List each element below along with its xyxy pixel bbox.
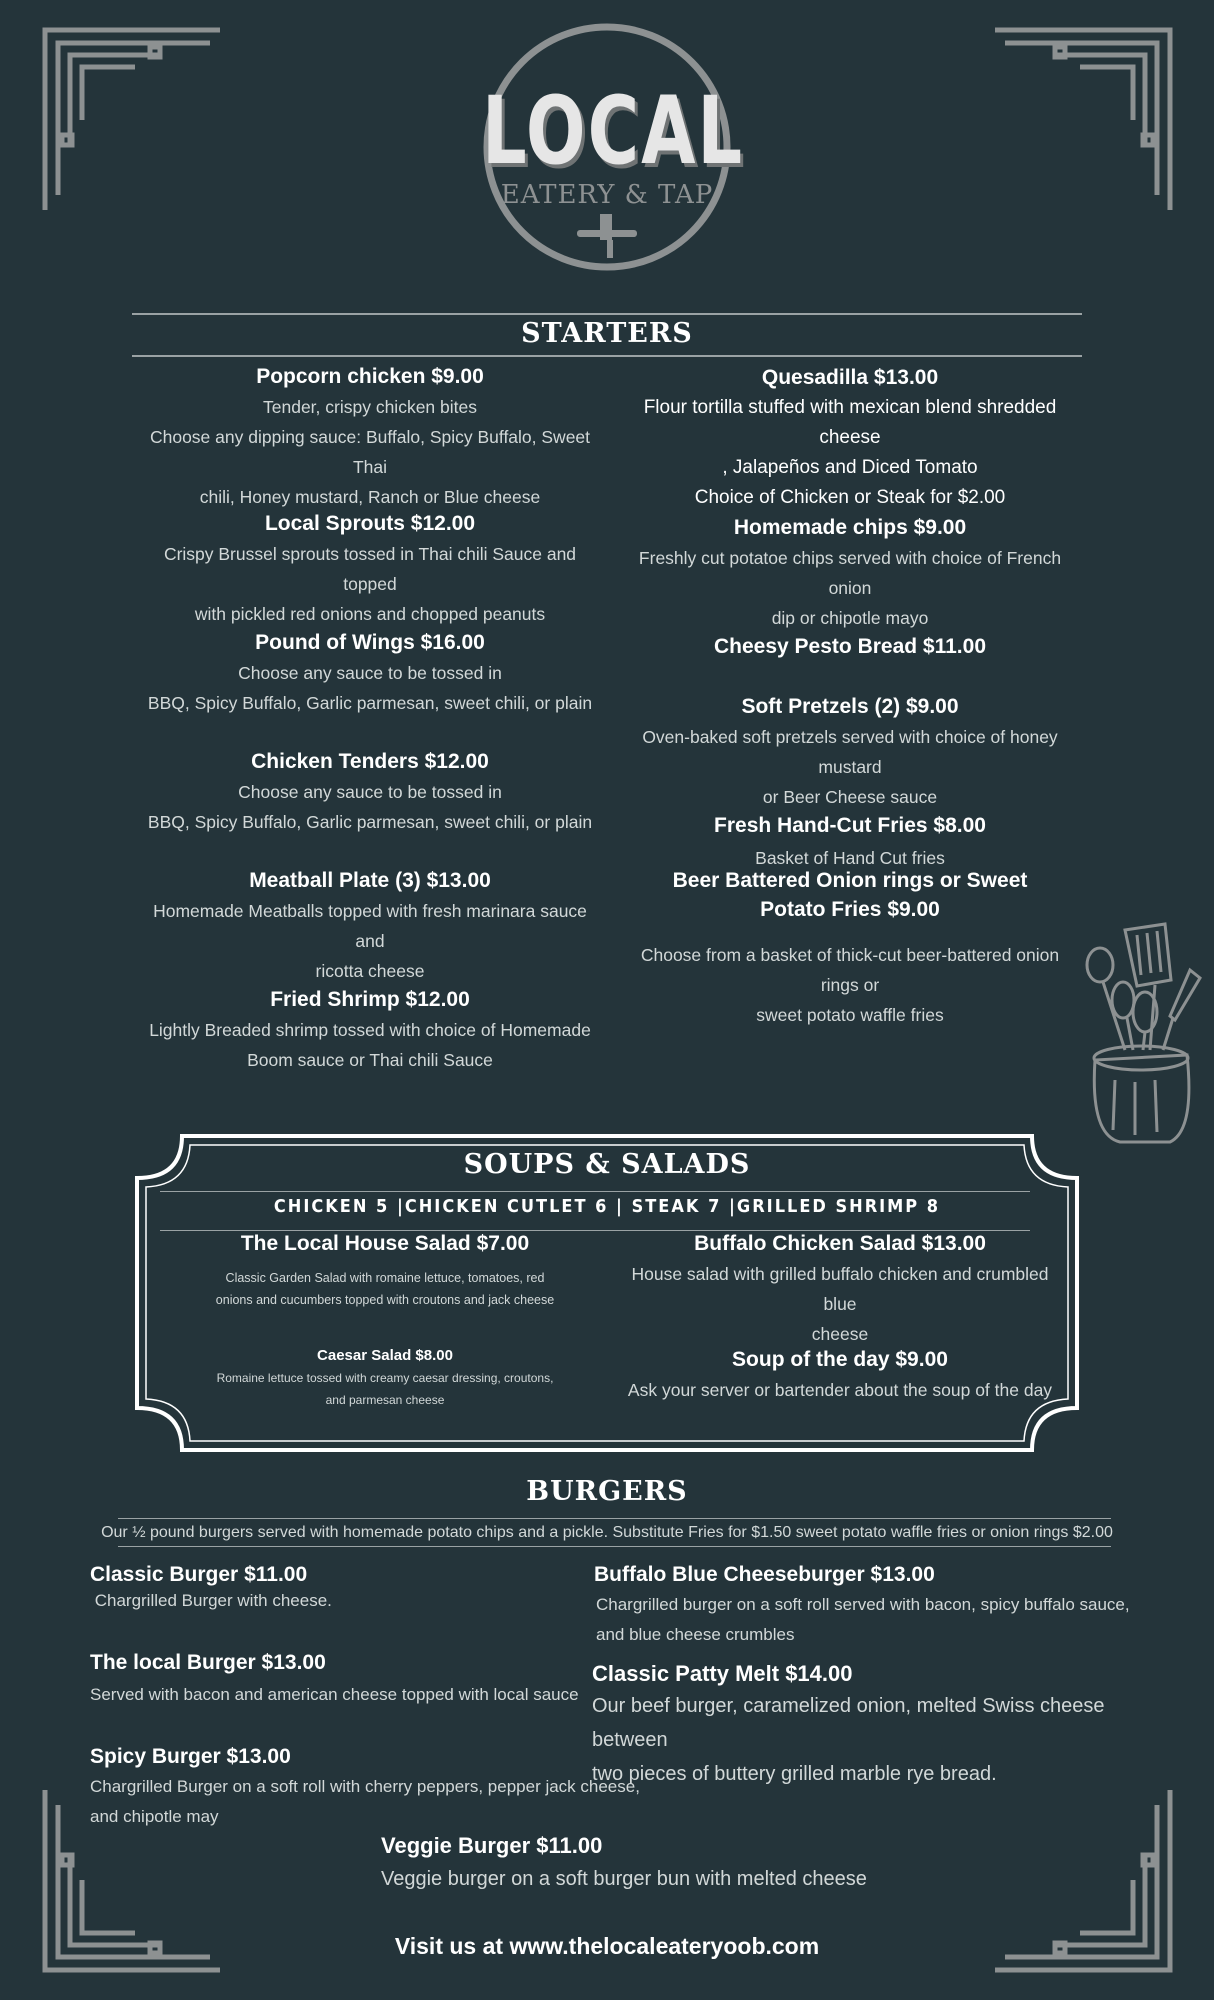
- item-desc-line: Chargrilled Burger on a soft roll with cherry peppers, pepper jack cheese,: [90, 1777, 640, 1796]
- starters-rule-top: [132, 313, 1082, 315]
- burger-veggie: [381, 1831, 941, 1897]
- item-desc-line: Homemade Meatballs topped with fresh marinara sauce and: [153, 901, 587, 951]
- item-title: Caesar Salad $8.00: [317, 1347, 453, 1364]
- item-desc-line: sweet potato waffle fries: [756, 1005, 944, 1025]
- starters-rule-bottom: [132, 355, 1082, 357]
- burger-local: [90, 1648, 590, 1712]
- salad-house: [160, 1229, 610, 1311]
- burgers-note: Our ½ pound burgers served with homemade potato chips and a pickle. Substitute Fries for $1.50 sweet potato waffle fries or onion rings $2.00: [101, 1524, 1113, 1541]
- item-desc-line: Romaine lettuce tossed with creamy caesar dressing, croutons,: [216, 1371, 554, 1385]
- item-title: Meatball Plate (3) $13.00: [249, 869, 491, 892]
- item-title: Classic Burger $11.00: [90, 1563, 308, 1586]
- starters-title: STARTERS: [521, 318, 693, 349]
- item-title: Chicken Tenders $12.00: [251, 750, 489, 773]
- item-desc-line: Oven-baked soft pretzels served with choice of honey mustard: [642, 727, 1058, 777]
- burger-patty-melt: [592, 1659, 1172, 1791]
- item-desc-line: Chargrilled burger on a soft roll served with bacon, spicy buffalo sauce,: [596, 1595, 1130, 1614]
- starter-meatball-plate: [140, 866, 600, 986]
- item-desc-line: Freshly cut potatoe chips served with choice of French onion: [638, 548, 1062, 598]
- corner-ornament-top-left: [40, 25, 230, 215]
- salad-caesar: [160, 1345, 610, 1411]
- item-desc-line: Veggie burger on a soft burger bun with melted cheese: [381, 1868, 867, 1890]
- item-desc-line: Ask your server or bartender about the soup of the day: [627, 1380, 1053, 1400]
- corner-ornament-bottom-right: [985, 1785, 1175, 1975]
- item-title: Local Sprouts $12.00: [264, 512, 476, 535]
- item-desc-line: Flour tortilla stuffed with mexican blend shredded cheese: [643, 397, 1057, 448]
- item-desc-line: Classic Garden Salad with romaine lettuce, tomatoes, red: [225, 1271, 545, 1285]
- item-desc-line: Basket of Hand Cut fries: [755, 848, 945, 868]
- item-desc-line: , Jalapeños and Diced Tomato: [722, 457, 978, 478]
- item-desc-line: cheese: [811, 1324, 869, 1344]
- item-desc-line: BBQ, Spicy Buffalo, Garlic parmesan, sweet chili, or plain: [147, 812, 593, 832]
- burger-spicy: [90, 1742, 650, 1832]
- logo-name: LOCAL: [482, 78, 745, 186]
- starter-cheesy-pesto-bread: [620, 632, 1080, 662]
- item-desc-line: and blue cheese crumbles: [596, 1625, 795, 1644]
- item-desc-line: or Beer Cheese sauce: [762, 787, 938, 807]
- starter-fried-shrimp: [140, 985, 600, 1075]
- item-title: Homemade chips $9.00: [733, 516, 967, 539]
- website-link[interactable]: Visit us at www.thelocaleateryoob.com: [394, 1933, 820, 1959]
- starter-quesadilla: [620, 363, 1080, 513]
- item-title: Pound of Wings $16.00: [255, 631, 485, 654]
- item-title: Fried Shrimp $12.00: [270, 988, 470, 1011]
- item-desc-line: Lightly Breaded shrimp tossed with choice of Homemade: [149, 1020, 591, 1040]
- item-desc-line: Tender, crispy chicken bites: [263, 397, 477, 417]
- item-desc-line: Choose any sauce to be tossed in: [238, 782, 502, 802]
- item-title: Cheesy Pesto Bread $11.00: [714, 635, 986, 658]
- item-title: The Local House Salad $7.00: [240, 1232, 530, 1255]
- starter-soft-pretzels: [620, 692, 1080, 812]
- soups-addons: CHICKEN 5 |CHICKEN CUTLET 6 | STEAK 7 |GRILLED SHRIMP 8: [273, 1196, 941, 1217]
- starter-local-sprouts: [140, 509, 600, 629]
- item-desc-line: and chipotle may: [90, 1807, 219, 1826]
- burgers-title: BURGERS: [526, 1476, 688, 1507]
- item-desc-line: ricotta cheese: [315, 961, 425, 981]
- beer-tap-icon: [577, 214, 637, 258]
- soup-of-the-day: [615, 1345, 1065, 1405]
- item-desc-line: Chargrilled Burger with cheese.: [90, 1591, 332, 1610]
- burger-buffalo-blue: [594, 1560, 1164, 1650]
- item-title: The local Burger $13.00: [90, 1651, 326, 1674]
- item-title: Soup of the day $9.00: [732, 1348, 948, 1371]
- item-title: Spicy Burger $13.00: [90, 1745, 291, 1768]
- item-title: Fresh Hand-Cut Fries $8.00: [714, 814, 986, 837]
- item-desc-line: Crispy Brussel sprouts tossed in Thai chili Sauce and topped: [163, 544, 577, 594]
- item-title: Beer Battered Onion rings or Sweet Potato Fries $9.00: [672, 869, 1028, 921]
- item-desc-line: Boom sauce or Thai chili Sauce: [247, 1050, 493, 1070]
- item-title: Buffalo Chicken Salad $13.00: [694, 1232, 986, 1255]
- logo: [482, 22, 745, 272]
- item-title: Classic Patty Melt $14.00: [592, 1661, 853, 1686]
- item-desc-line: with pickled red onions and chopped peanuts: [194, 604, 546, 624]
- item-desc-line: Served with bacon and american cheese topped with local sauce: [90, 1685, 579, 1704]
- logo-tagline: EATERY & TAP: [500, 180, 714, 210]
- item-desc-line: chili, Honey mustard, Ranch or Blue cheese: [199, 487, 541, 507]
- utensil-jar-illustration: [1075, 920, 1205, 1150]
- item-desc-line: Choice of Chicken or Steak for $2.00: [694, 487, 1006, 508]
- item-title: Soft Pretzels (2) $9.00: [741, 695, 959, 718]
- item-desc-line: Our beef burger, caramelized onion, melted Swiss cheese between: [592, 1695, 1105, 1751]
- item-title: Buffalo Blue Cheeseburger $13.00: [594, 1563, 935, 1586]
- item-desc-line: Choose any dipping sauce: Buffalo, Spicy Buffalo, Sweet Thai: [149, 427, 591, 477]
- salad-buffalo-chicken: [615, 1229, 1065, 1349]
- item-desc-line: Choose any sauce to be tossed in: [238, 663, 502, 683]
- corner-ornament-top-right: [985, 25, 1175, 215]
- item-desc-line: onions and cucumbers topped with croutons and jack cheese: [215, 1293, 555, 1307]
- item-title: Popcorn chicken $9.00: [256, 365, 484, 388]
- starter-chicken-tenders: [140, 747, 600, 837]
- starter-popcorn-chicken: [140, 362, 600, 512]
- item-desc-line: Choose from a basket of thick-cut beer-battered onion rings or: [640, 945, 1060, 995]
- soups-title: SOUPS & SALADS: [463, 1149, 751, 1180]
- item-title: Quesadilla $13.00: [761, 366, 939, 389]
- starter-pound-of-wings: [140, 628, 600, 718]
- starter-homemade-chips: [620, 513, 1080, 633]
- burgers-rule-bottom: [118, 1546, 1111, 1547]
- burger-classic: [90, 1560, 590, 1612]
- item-desc-line: two pieces of buttery grilled marble rye bread.: [592, 1763, 997, 1785]
- starter-onion-rings: [620, 866, 1080, 1030]
- item-desc-line: dip or chipotle mayo: [771, 608, 929, 628]
- item-desc-line: BBQ, Spicy Buffalo, Garlic parmesan, sweet chili, or plain: [147, 693, 593, 713]
- item-desc-line: House salad with grilled buffalo chicken and crumbled blue: [631, 1264, 1049, 1314]
- item-title: Veggie Burger $11.00: [381, 1833, 603, 1858]
- item-desc-line: and parmesan cheese: [325, 1393, 445, 1407]
